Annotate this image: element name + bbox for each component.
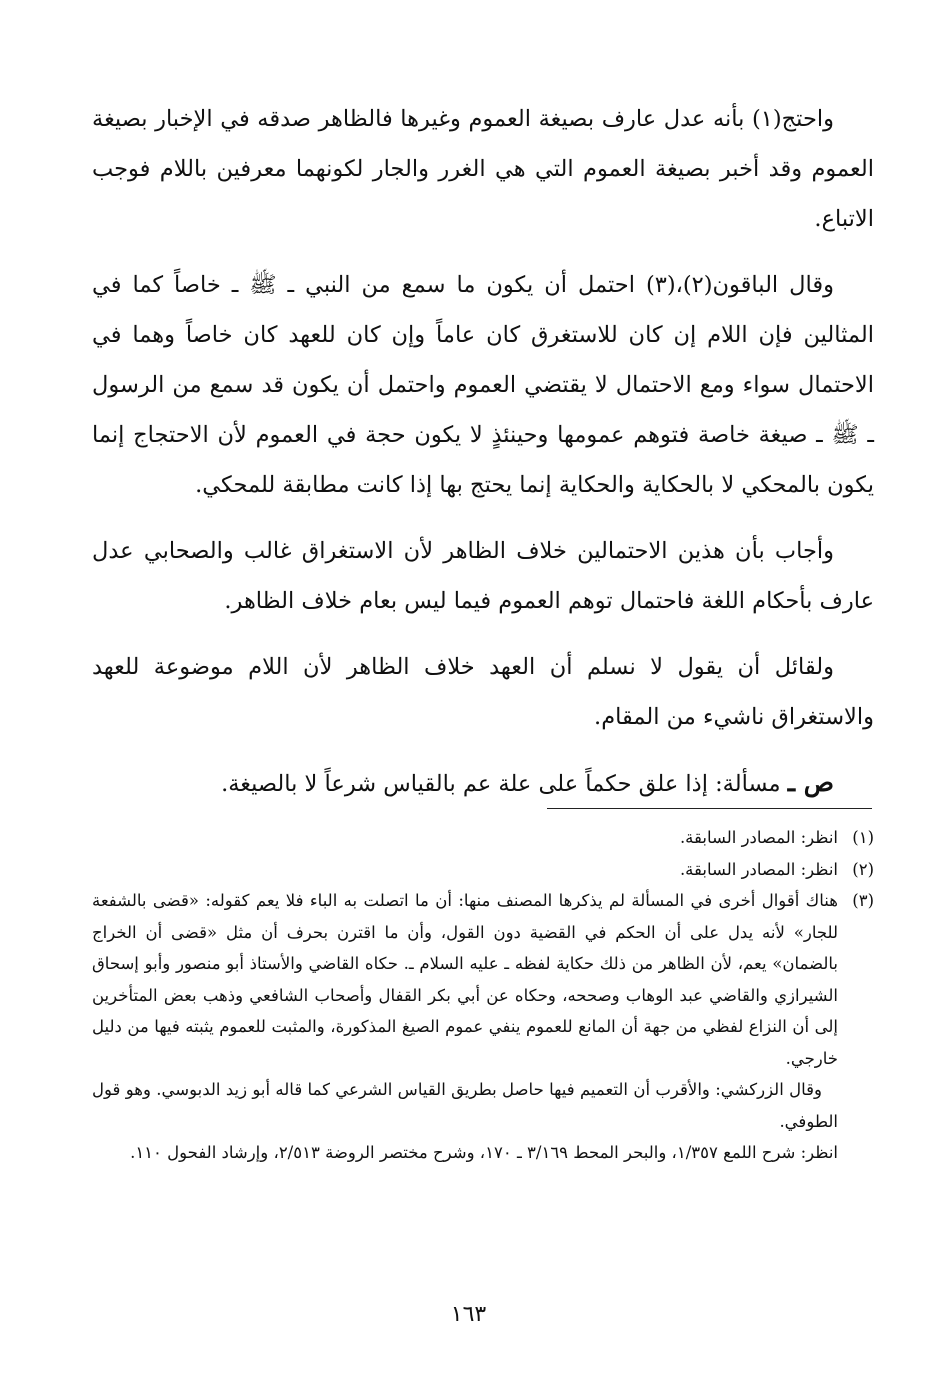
footnote-text: انظر: المصادر السابقة.	[679, 828, 838, 847]
main-text	[92, 94, 874, 809]
footnote-number: (٢)	[852, 859, 874, 879]
footnote-1	[92, 822, 874, 854]
footnote-3	[92, 885, 874, 1074]
page-number: ١٦٣	[450, 1302, 487, 1327]
footnote-divider	[547, 808, 872, 809]
footnote-3-references: انظر: شرح اللمع ١/٣٥٧، والبحر المحط ٣/١٦٩ ـ ١٧٠، وشرح مختصر الروضة ٢/٥١٣، وإرشاد الفحول ١١٠.	[130, 1143, 838, 1162]
paragraph-3: وأجاب بأن هذين الاحتمالين خلاف الظاهر لأن الاستغراق غالب والصحابي عدل عارف بأحكام اللغة فاحتمال توهم العموم فيما ليس بعام خلاف الظاهر.	[92, 538, 874, 614]
footnote-text: هناك أقوال أخرى في المسألة لم يذكرها المصنف منها: أن ما اتصلت به الباء فلا يعم كقوله: «قضى بالشفعة للجار» لأنه يدل على أن الحكم في القضية دون القول، وأن ما اقترن بحرف أن مثل «قضى أن الخراج بالضمان» يعم، لأن الظاهر من ذلك حكاية لفظه ـ عليه السلام ـ. حكاه القاضي والأستاذ أبو منصور وأبو إسحاق الشيرازي والقاضي عبد الوهاب وصححه، وحكاه عن أبي بكر القفال وأصحاب الشافعي وذهب بعض المتأخرين إلى أن النزاع لفظي من جهة أن المانع للعموم ينفي عموم الصيغ المذكورة، والمثبت للعموم يثبته فيها من دليل خارجي.	[92, 891, 838, 1068]
footnote-3-continuation: وقال الزركشي: والأقرب أن التعميم فيها حاصل بطريق القياس الشرعي كما قاله أبو زيد الدبوسي. وهو قول الطوفي.	[92, 1080, 838, 1131]
footnote-2	[92, 854, 874, 886]
paragraph-5	[92, 758, 874, 809]
paragraph-4: ولقائل أن يقول لا نسلم أن العهد خلاف الظاهر لأن اللام موضوعة للعهد والاستغراق ناشيء من المقام.	[92, 654, 874, 730]
paragraph-5-text: مسألة: إذا علق حكماً على علة عم بالقياس شرعاً لا بالصيغة.	[221, 771, 781, 797]
text-marker-sad: ص ـ	[787, 768, 834, 797]
paragraph-1: واحتج(١) بأنه عدل عارف بصيغة العموم وغيرها فالظاهر صدقه في الإخبار بصيغة العموم وقد أخبر بصيغة العموم التي هي الغرر والجار لكونهما معرفين باللام فوجب الاتباع.	[92, 106, 874, 232]
footnotes	[92, 822, 874, 1169]
footnote-text: انظر: المصادر السابقة.	[679, 859, 838, 879]
footnote-number: (١)	[852, 828, 874, 847]
paragraph-2: وقال الباقون(٢)،(٣) احتمل أن يكون ما سمع من النبي ـ ﷺ ـ خاصاً كما في المثالين فإن اللام إن كان للاستغرق كان عاماً وإن كان للعهد كان خاصاً وهما في الاحتمال سواء ومع الاحتمال لا يقتضي العموم واحتمل أن يكون قد سمع من الرسول ـ ﷺ ـ صيغة خاصة فتوهم عمومها وحينئذٍ لا يكون حجة في العموم لأن الاحتجاج إنما يكون بالمحكي لا بالحكاية والحكاية إنما يحتج بها إذا كانت مطابقة للمحكي.	[92, 272, 874, 498]
footnote-number: (٣)	[852, 891, 874, 910]
